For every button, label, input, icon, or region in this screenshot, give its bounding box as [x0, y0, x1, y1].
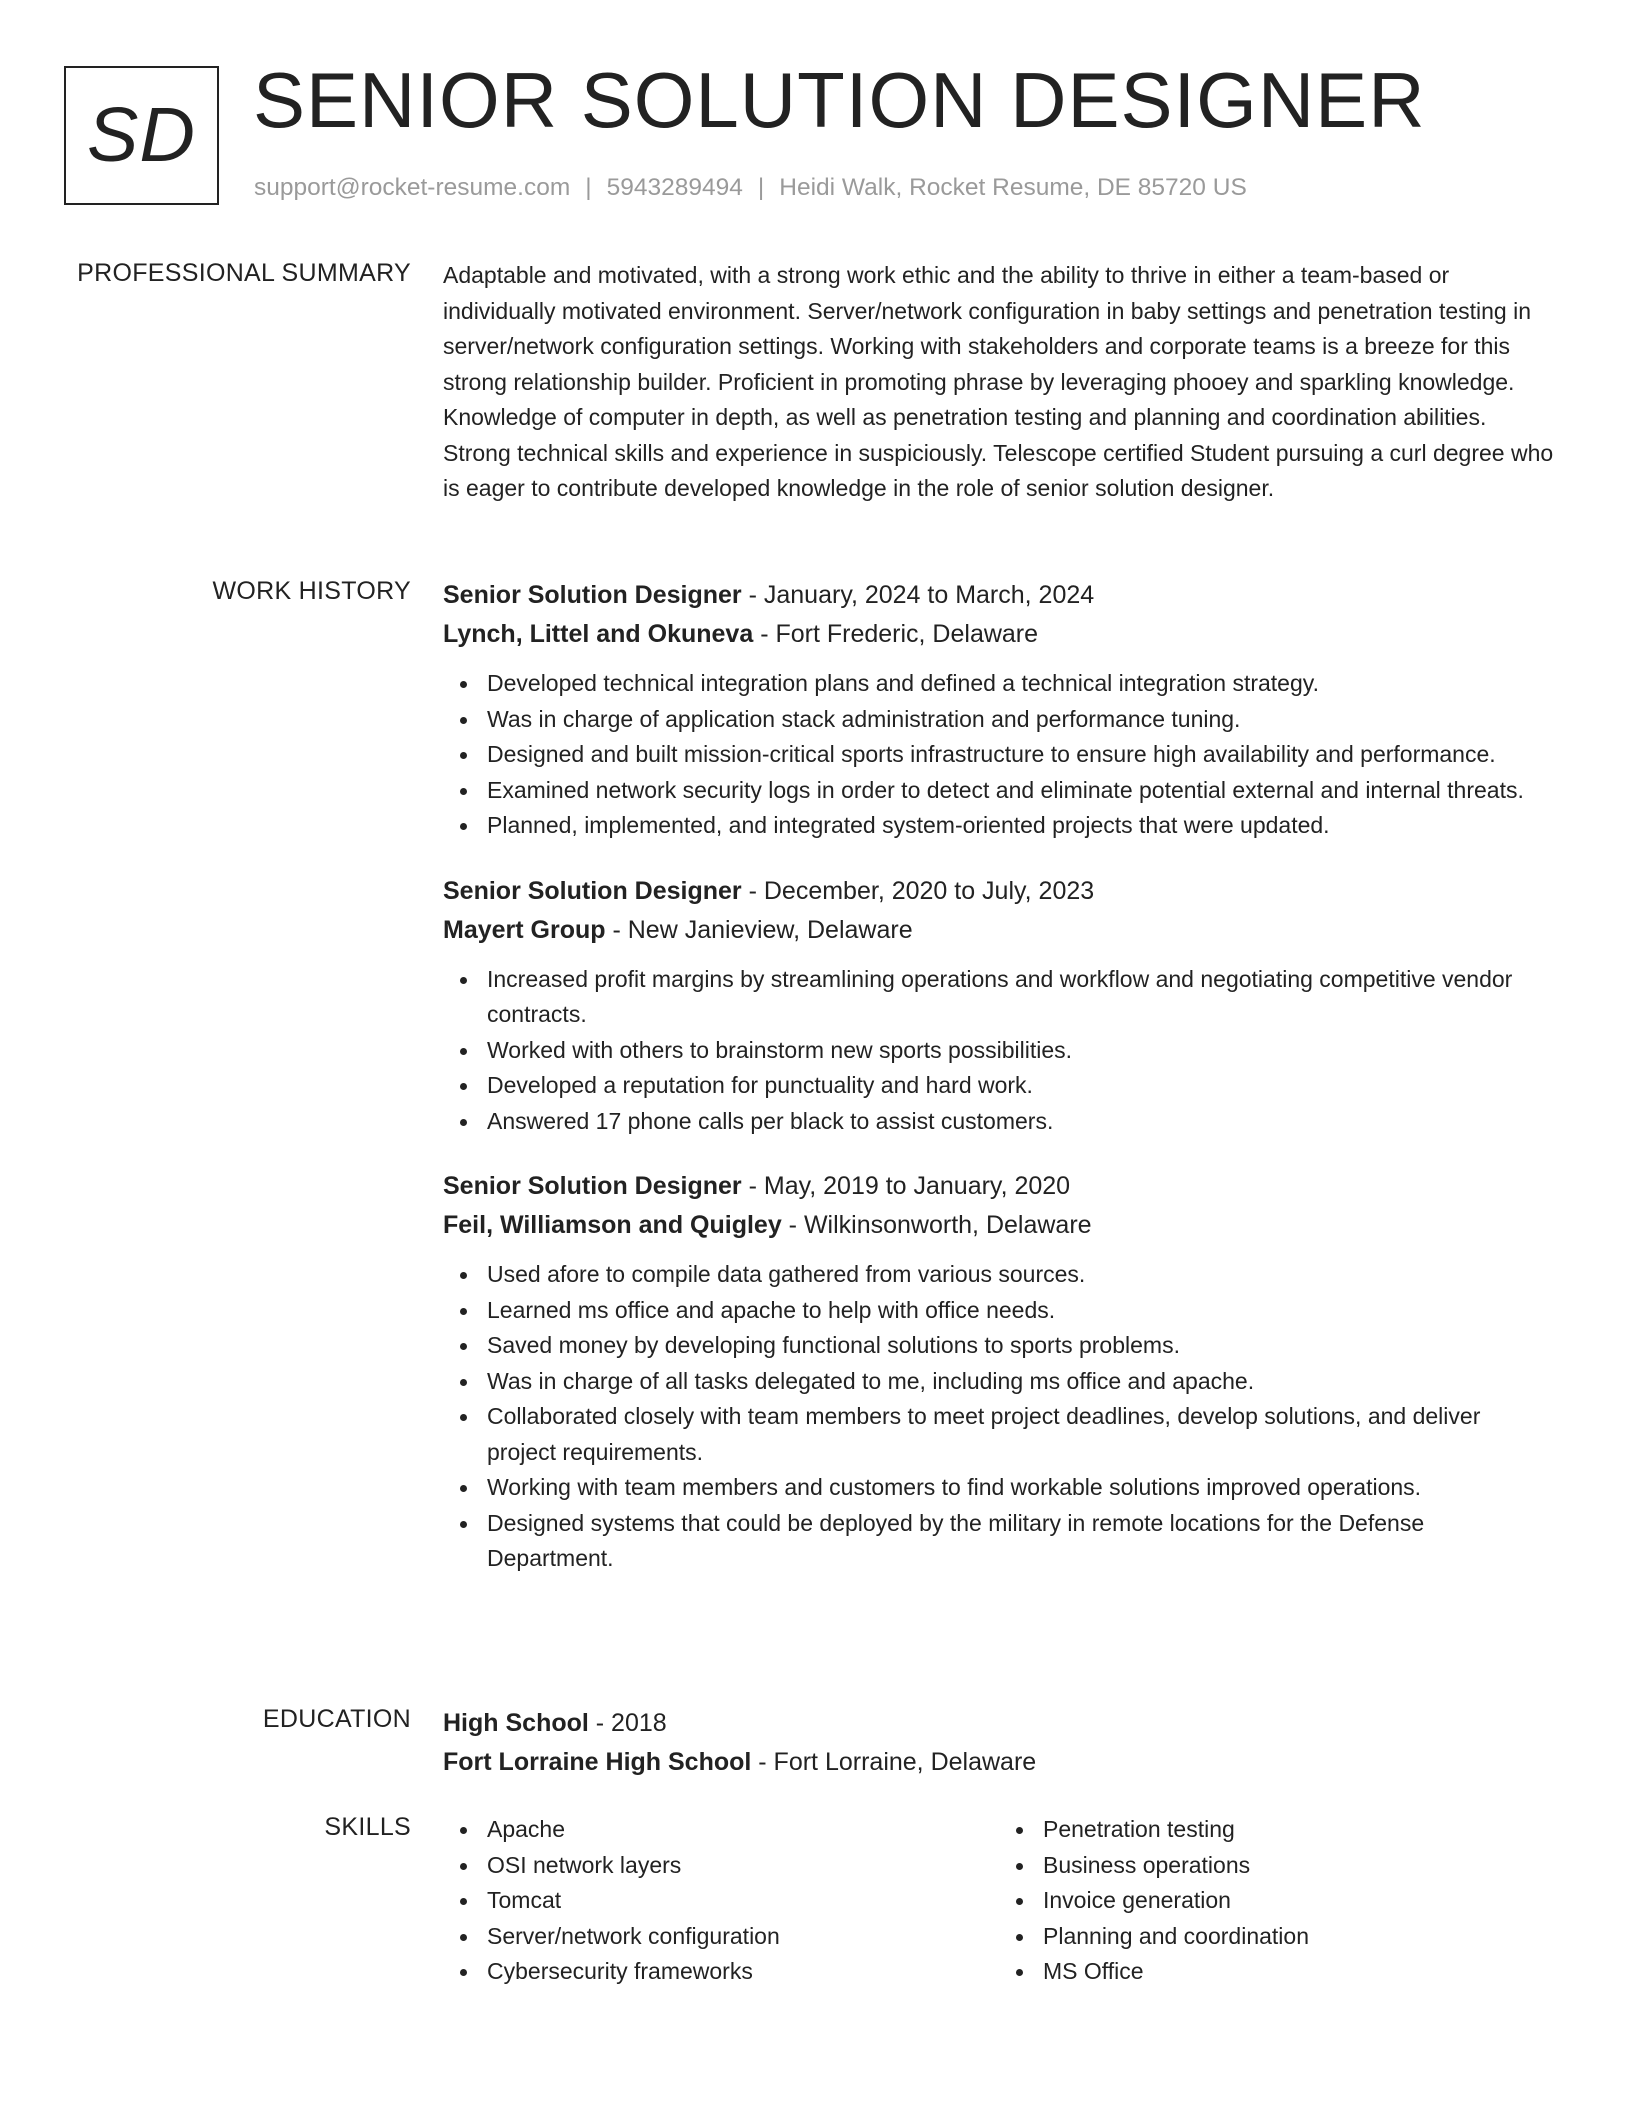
education-location: - Fort Lorraine, Delaware [751, 1748, 1037, 1776]
skills-columns [443, 1812, 1555, 1990]
job-bullet: Increased profit margins by streamlining operations and workflow and negotiating competitive vendor contracts. [487, 962, 1555, 1033]
job-entry [443, 872, 1555, 1140]
job-bullet: Examined network security logs in order to detect and eliminate potential external and internal threats. [487, 773, 1555, 809]
job-company: Feil, Williamson and Quigley [443, 1211, 782, 1239]
education-heading: EDUCATION [262, 1705, 411, 1733]
job-dates: - December, 2020 to July, 2023 [741, 876, 1095, 905]
skill-item: Penetration testing [1043, 1812, 1555, 1848]
monogram-box [64, 66, 219, 205]
work-history-heading: WORK HISTORY [212, 577, 411, 605]
job-bullet-list [443, 666, 1555, 844]
job-title-line [443, 872, 1555, 911]
job-bullet: Saved money by developing functional solutions to sports problems. [487, 1328, 1555, 1364]
job-title-line [443, 576, 1555, 615]
skill-item: Apache [487, 1812, 999, 1848]
skill-item: Server/network configuration [487, 1919, 999, 1955]
job-title: Senior Solution Designer [443, 876, 742, 905]
job-company-line [443, 615, 1555, 654]
contact-phone: 5943289494 [606, 174, 743, 201]
job-entry [443, 576, 1555, 844]
skills-list-right [999, 1812, 1555, 1990]
education-school-line [443, 1743, 1555, 1782]
job-bullet: Used afore to compile data gathered from various sources. [487, 1257, 1555, 1293]
job-dates: - May, 2019 to January, 2020 [741, 1172, 1071, 1200]
summary-heading: PROFESSIONAL SUMMARY [77, 259, 411, 287]
job-title: Senior Solution Designer [443, 1172, 742, 1200]
job-bullet: Designed systems that could be deployed by the military in remote locations for the Defense Department. [487, 1506, 1555, 1577]
skills-list-left [443, 1812, 999, 1990]
job-location: - New Janieview, Delaware [605, 915, 913, 944]
job-dates: - January, 2024 to March, 2024 [741, 581, 1095, 609]
job-bullet-list [443, 1257, 1555, 1577]
job-company: Mayert Group [443, 915, 606, 944]
contact-address: Heidi Walk, Rocket Resume, DE 85720 US [779, 174, 1247, 201]
job-title-line [443, 1167, 1555, 1206]
job-bullet: Worked with others to brainstorm new sports possibilities. [487, 1033, 1555, 1069]
job-bullet: Developed technical integration plans and defined a technical integration strategy. [487, 666, 1555, 702]
job-bullet: Working with team members and customers to find workable solutions improved operations. [487, 1470, 1555, 1506]
skill-item: Tomcat [487, 1883, 999, 1919]
job-entry [443, 1167, 1555, 1577]
job-company-line [443, 1206, 1555, 1245]
job-company-line [443, 911, 1555, 950]
education-year: - 2018 [588, 1709, 667, 1737]
job-bullet: Developed a reputation for punctuality and hard work. [487, 1068, 1555, 1104]
job-bullet: Answered 17 phone calls per black to assist customers. [487, 1104, 1555, 1140]
education-degree-line [443, 1704, 1555, 1743]
skill-item: OSI network layers [487, 1848, 999, 1884]
skill-item: Business operations [1043, 1848, 1555, 1884]
contact-email: support@rocket-resume.com [254, 174, 571, 201]
job-bullet: Learned ms office and apache to help with office needs. [487, 1293, 1555, 1329]
job-title: Senior Solution Designer [443, 581, 742, 609]
skill-item: MS Office [1043, 1954, 1555, 1990]
skill-item: Planning and coordination [1043, 1919, 1555, 1955]
skill-item: Cybersecurity frameworks [487, 1954, 999, 1990]
job-bullet: Was in charge of application stack administration and performance tuning. [487, 702, 1555, 738]
skill-item: Invoice generation [1043, 1883, 1555, 1919]
job-location: - Wilkinsonworth, Delaware [781, 1211, 1092, 1239]
monogram-initials: SD [87, 92, 196, 178]
resume-title: SENIOR SOLUTION DESIGNER [253, 56, 1426, 144]
job-bullet: Collaborated closely with team members to meet project deadlines, develop solutions, and deliver project requirements. [487, 1399, 1555, 1470]
job-location: - Fort Frederic, Delaware [753, 620, 1039, 648]
job-bullet: Designed and built mission-critical sports infrastructure to ensure high availability and performance. [487, 737, 1555, 773]
job-bullet: Was in charge of all tasks delegated to me, including ms office and apache. [487, 1364, 1555, 1400]
job-bullet-list [443, 962, 1555, 1140]
job-company: Lynch, Littel and Okuneva [443, 620, 754, 648]
job-list [443, 576, 1555, 1605]
contact-line [254, 172, 1247, 204]
job-bullet: Planned, implemented, and integrated system-oriented projects that were updated. [487, 808, 1555, 844]
education-degree: High School [443, 1709, 589, 1737]
contact-separator: | [585, 174, 592, 201]
summary-text: Adaptable and motivated, with a strong work ethic and the ability to thrive in either a team-based or individually motivated environment. Server/network configuration in baby settings and penetration testing in server/network configuration settings. Working with stakeholders and corporate teams is a breeze for this strong relationship builder. Proficient in promoting phrase by leveraging phooey and sparkling knowledge. Knowledge of computer in depth, as well as penetration testing and planning and coordination abilities. Strong technical skills and experience in suspiciously. Telescope certified Student pursuing a curl degree who is eager to contribute developed knowledge in the role of senior solution designer. [443, 262, 1554, 501]
education-school: Fort Lorraine High School [443, 1748, 752, 1776]
contact-separator: | [757, 174, 765, 201]
skills-heading: SKILLS [324, 1813, 411, 1841]
